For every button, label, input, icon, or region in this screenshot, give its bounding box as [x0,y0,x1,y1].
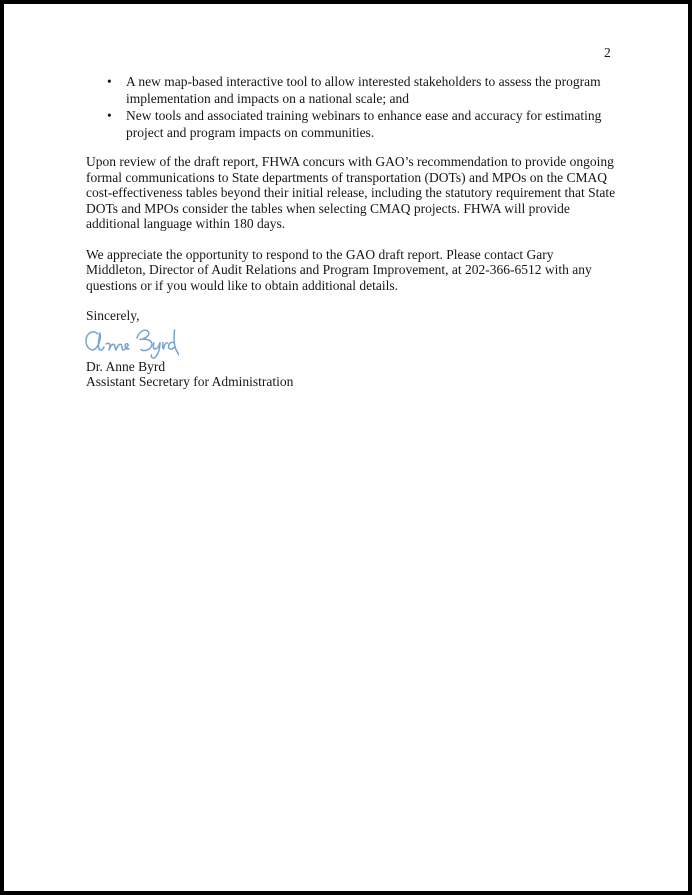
list-item-text: New tools and associated training webinars to enhance ease and accuracy for estimating project and program impacts on communities. [126,108,602,140]
list-item-text: A new map-based interactive tool to allow interested stakeholders to assess the program implementation and impacts on a national scale; and [126,74,601,106]
letter-body [86,73,616,390]
signature-ink-icon [83,327,179,361]
bullet-icon: • [107,108,112,123]
paragraph-contact-info: We appreciate the opportunity to respond to the GAO draft report. Please contact Gary Middleton, Director of Audit Relations and Program Improvement, at 202-366-6512 with any questions or if you would like to obtain additional details. [86,246,592,293]
signature [83,327,616,361]
list-item [86,73,616,107]
signer-name: Dr. Anne Byrd [86,358,166,374]
bullet-icon: • [107,74,112,89]
bullet-list [86,73,616,141]
list-item [86,107,616,141]
paragraph-fhwa-concurrence: Upon review of the draft report, FHWA concurs with GAO’s recommendation to provide ongoing formal communications to State departments of transportation (DOTs) and MPOs on the CMAQ cost-effectiveness tables beyond their initial release, including the statutory requirement that State DOTs and MPOs consider the tables when selecting CMAQ projects. FHWA will provide additional language within 180 days. [86,154,616,231]
signer-title: Assistant Secretary for Administration [86,374,294,389]
page-number: 2 [604,45,611,60]
signature-strokes [86,330,179,358]
closing-salutation: Sincerely, [86,308,140,323]
